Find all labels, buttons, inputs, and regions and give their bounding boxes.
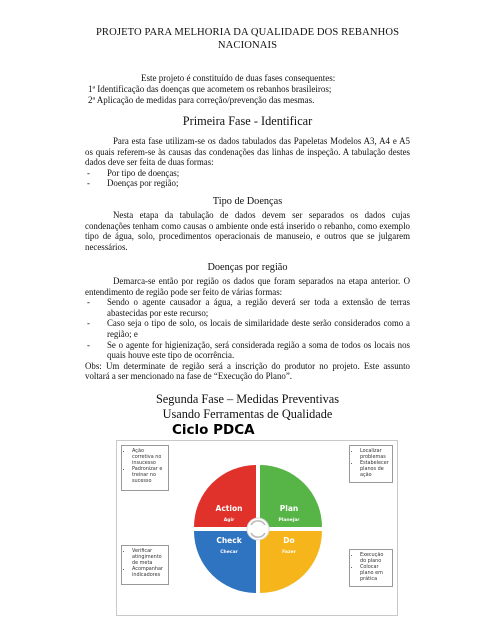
note-item: • Execução do plano <box>360 552 389 564</box>
list-item: - Caso seja o tipo de solo, os locais de similaridade deste serão considerados como a região; e <box>85 318 410 339</box>
pdca-title: Ciclo PDCA <box>172 422 255 438</box>
note-item: • Estabelecer planos de ação <box>360 460 389 478</box>
tipo-text: Nesta etapa da tabulação de dados devem ser separados os dados cujas condenações tenham como causas o ambiente onde está inserido o rebanho, como exemplo tipo de água, solo, procedimentos operacionais de manuseio, e outros que se julgarem necessários. <box>85 210 410 252</box>
list-item: - Se o agente for higienização, será considerada região a soma de todos os locais nos quais houve este tipo de ocorrência. <box>85 340 410 361</box>
note-item: • Ação corretiva no insucesso <box>132 448 165 466</box>
intro-item: 1ª Identificação das doenças que acometem os rebanhos brasileiros; <box>88 84 332 94</box>
document-title <box>60 26 435 52</box>
title-line: NACIONAIS <box>217 40 278 51</box>
phase1-text: Para esta fase utilizam-se os dados tabulados das Papeletas Modelos A3, A4 e A5 os quais referem-se às causas das condenações das linhas de inspeção. A tabulação destes dados deve ser feita de duas formas: <box>85 136 410 168</box>
intro-section <box>88 73 428 106</box>
pdca-do-label: Do <box>283 536 295 545</box>
note-item: • Colocar plano em prática <box>360 564 389 582</box>
phase2-heading <box>0 392 495 422</box>
pdca-plan-label: Plan <box>279 504 299 513</box>
pdca-action-sub: Agir <box>223 518 235 523</box>
tipo-heading: Tipo de Doenças <box>212 196 283 207</box>
phase1-section <box>85 136 410 189</box>
pdca-diagram <box>116 440 398 616</box>
pdca-check-label: Check <box>216 536 242 545</box>
tipo-section <box>85 210 410 252</box>
phase2-heading-line: Usando Ferramentas de Qualidade <box>162 407 333 421</box>
pdca-do-notes <box>349 549 393 587</box>
list-item: - Sendo o agente causador a água, a região deverá ser toda a extensão de terras abastecidas por este recurso; <box>85 297 410 318</box>
intro-lead: Este projeto é constituído de duas fases consequentes: <box>141 73 336 83</box>
intro-item: 2ª Aplicação de medidas para correção/prevenção das mesmas. <box>88 95 315 105</box>
pdca-action-notes <box>121 445 169 491</box>
note-item: • Acompanhar indicadores <box>132 566 165 578</box>
list-item: - Por tipo de doenças; <box>85 168 410 179</box>
pdca-check-notes <box>121 545 169 585</box>
list-item: - Doenças por região; <box>85 178 410 189</box>
phase2-heading-line: Segunda Fase – Medidas Preventivas <box>155 392 340 406</box>
regiao-heading: Doenças por região <box>207 262 288 273</box>
pdca-plan-sub: Planejar <box>278 518 300 523</box>
pdca-plan-notes <box>349 445 393 483</box>
pdca-check-sub: Checar <box>220 550 238 555</box>
phase1-heading: Primeira Fase - Identificar <box>182 114 313 128</box>
note-item: • Localizar problemas <box>360 448 389 460</box>
note-item: • Verificar atingimento de meta <box>132 548 165 566</box>
pdca-action-label: Action <box>215 504 243 513</box>
regiao-obs: Obs: Um determinate de região será a inscrição do produtor no projeto. Este assunto voltará a ser mencionado na fase de “Execução do Plano”. <box>85 360 410 382</box>
regiao-text: Demarca-se então por região os dados que foram separados na etapa anterior. O entendimento de região pode ser feito de várias formas: <box>85 276 410 297</box>
regiao-section <box>85 276 410 382</box>
pdca-do-sub: Fazer <box>282 550 296 555</box>
note-item: • Padronizar e treinar no sucesso <box>132 466 165 484</box>
title-line: PROJETO PARA MELHORIA DA QUALIDADE DOS REBANHOS <box>95 27 400 38</box>
